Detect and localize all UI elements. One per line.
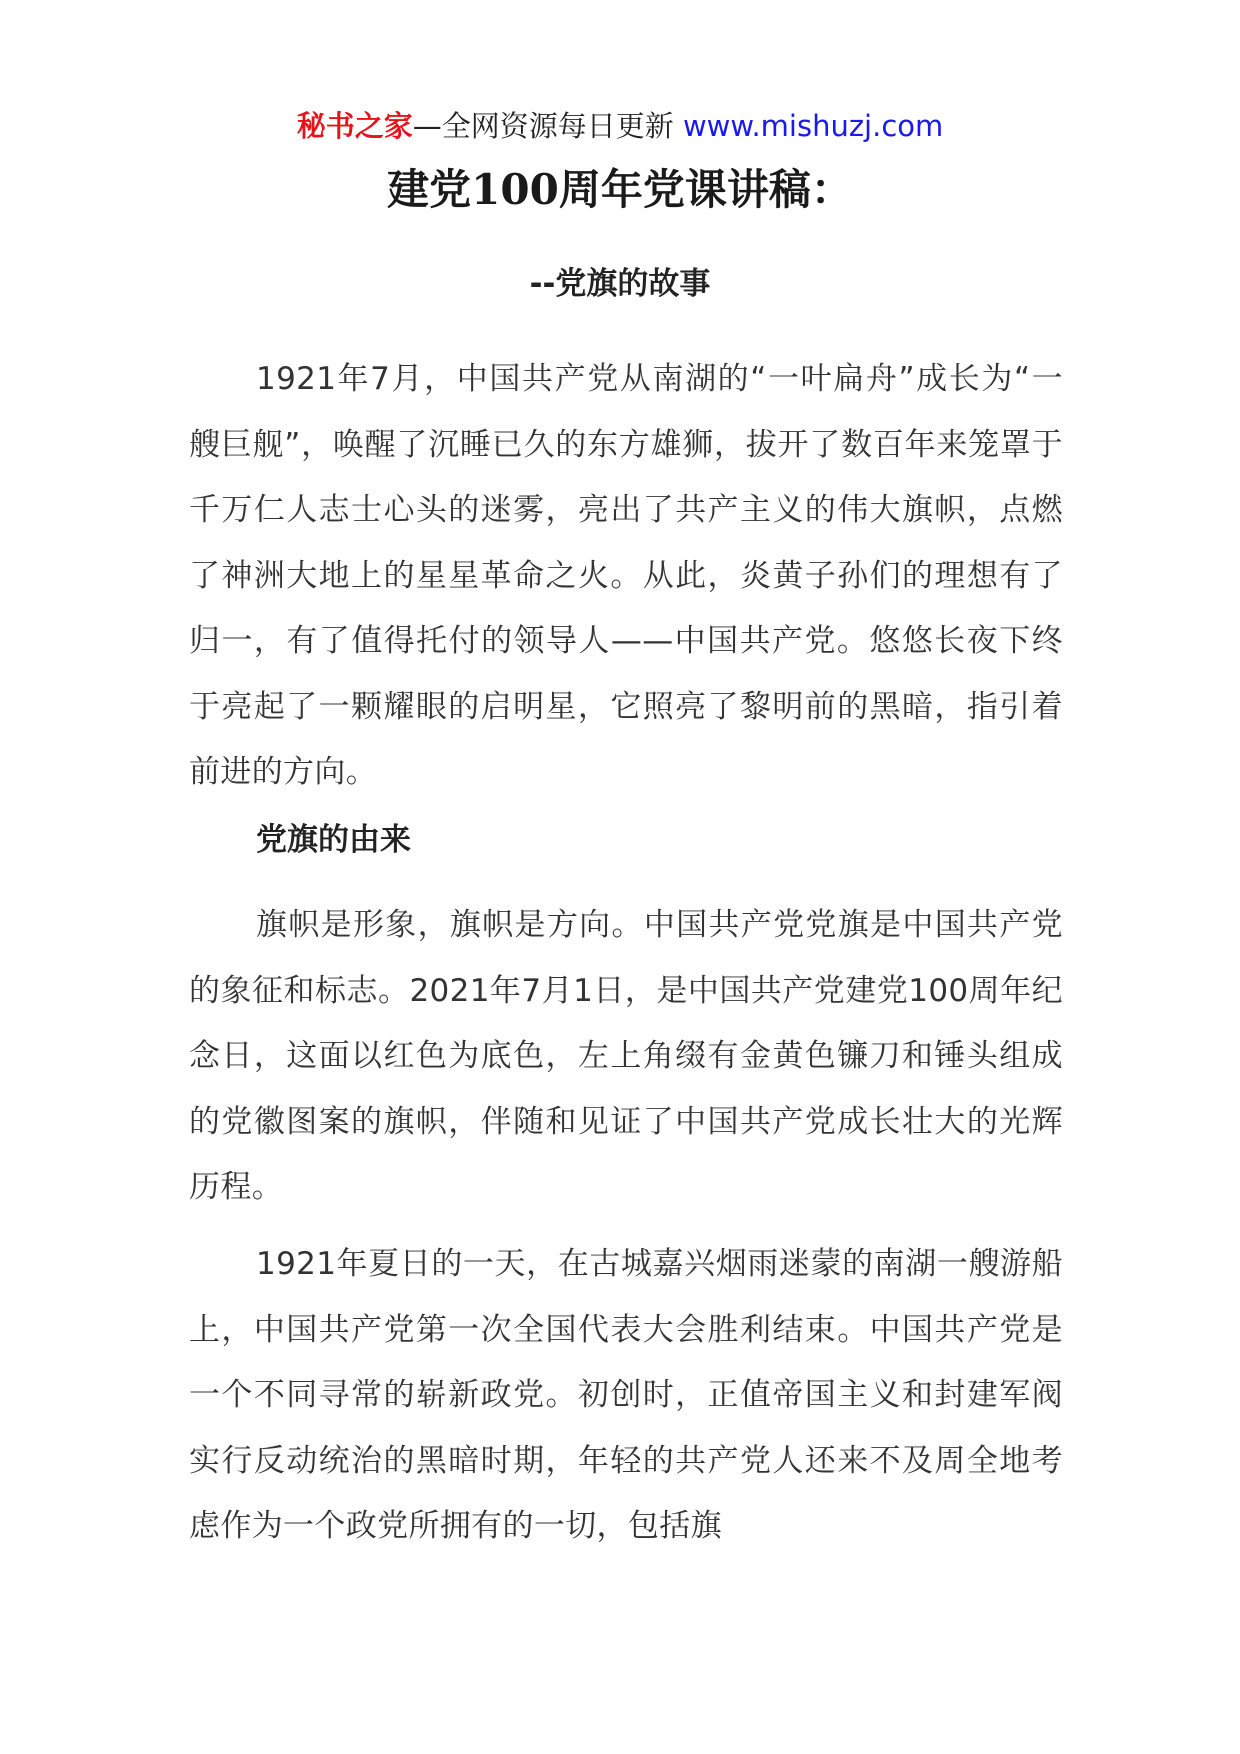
paragraph-history: 1921年夏日的一天，在古城嘉兴烟雨迷蒙的南湖一艘游船上，中国共产党第一次全国代表大会胜利结束。中国共产党是一个不同寻常的崭新政党。初创时，正值帝国主义和封建军阀实行反动统治的黑暗时期，年轻的共产党人还来不及周全地考虑作为一个政党所拥有的一切，包括旗: [189, 1246, 1063, 1544]
site-brand: 秘书之家: [296, 109, 413, 143]
section-heading: 党旗的由来: [256, 822, 411, 858]
site-url-link[interactable]: www.mishuzj.com: [682, 109, 944, 143]
document-title: 建党100周年党课讲稿：: [387, 165, 853, 214]
paragraph-flag-origin: 旗帜是形象，旗帜是方向。中国共产党党旗是中国共产党的象征和标志。2021年7月1日，是中国共产党建党100周年纪念日，这面以红色为底色，左上角缀有金黄色镰刀和锤头组成的党徽图案的旗帜，伴随和见证了中国共产党成长壮大的光辉历程。: [189, 907, 1063, 1205]
site-header: [0, 104, 1240, 148]
paragraph-intro: 1921年7月，中国共产党从南湖的“一叶扁舟”成长为“一艘巨舰”，唤醒了沉睡已久的东方雄狮，拔开了数百年来笼罩于千万仁人志士心头的迷雾，亮出了共产主义的伟大旗帜，点燃了神洲大地上的星星革命之火。从此，炎黄子孙们的理想有了归一，有了值得托付的领导人——中国共产党。悠悠长夜下终于亮起了一颗耀眼的启明星，它照亮了黎明前的黑暗，指引着前进的方向。: [189, 361, 1063, 790]
site-slogan: —全网资源每日更新: [412, 109, 683, 143]
document-subtitle: --党旗的故事: [529, 266, 711, 302]
